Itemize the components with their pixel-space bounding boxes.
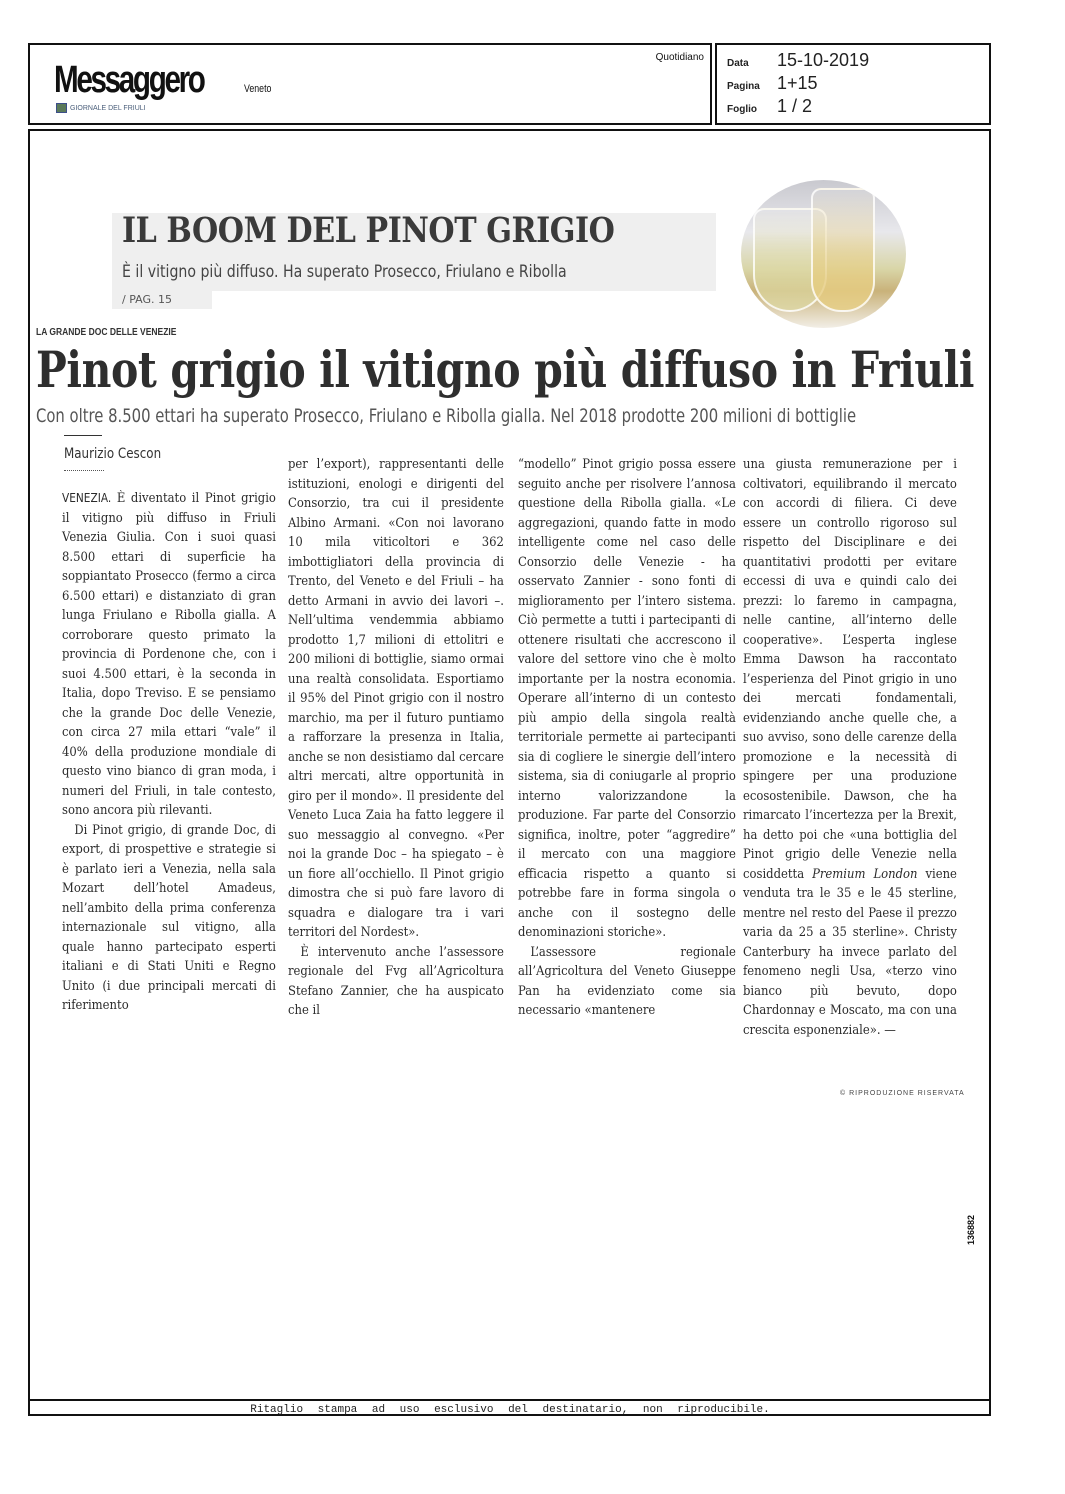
paragraph <box>62 489 276 821</box>
meta-label: Foglio <box>727 104 757 115</box>
article-column-2 <box>288 455 504 1021</box>
meta-value: 1 / 2 <box>777 96 813 116</box>
subheadline: Con oltre 8.500 ettari ha superato Prosecco, Friulano e Ribolla gialla. Nel 2018 prodotte 200 milioni di bottiglie <box>36 405 857 427</box>
tagline-text: GIORNALE DEL FRIULI <box>70 104 146 112</box>
copyright-notice: © RIPRODUZIONE RISERVATA <box>840 1090 965 1097</box>
paragraph: “modello” Pinot grigio possa essere seguito anche per risolvere l’annosa questione della Ribolla gialla. «Le aggregazioni, quando fatte in modo intelligente come nel caso delle Consorzio delle Venezie - ha osservato Zannier - sono fonti di miglioramento per l’intero sistema. Ciò permette a tutti i partecipanti di ottenere risultati che accrescono il valore del settore vino che è molto importante per la nostra economia. Operare all’interno di un contesto più ampio della singola realtà territoriale permette ai partecipanti sia di cogliere le sinergie dell’intero sistema, sia di coniugarle al proprio interno valorizzandone la produzione. Far parte del Consorzio significa, inoltre, poter “aggredire” il mercato con una maggiore efficacia rispetto a quanto si potrebbe fare in forma singola o anche con il sostegno delle denominazioni storiche». <box>518 457 736 940</box>
publication-tagline <box>56 103 146 113</box>
page-reference: / PAG. 15 <box>112 291 212 309</box>
article-column-1 <box>62 489 276 1016</box>
footer-notice: Ritaglio stampa ad uso esclusivo del destinatario, non riproducibile. <box>30 1399 990 1419</box>
byline: Maurizio Cescon <box>64 446 162 462</box>
paragraph: Di Pinot grigio, di grande Doc, di export, di prospettive e strategie si è parlato ieri a Venezia, nella sala Mozart dell’hotel Amadeus, nell’ambito della prima conferenza internazionale sul vitigno, alla quale hanno partecipato esperti italiani e di Stati Uniti e Regno Unito (i due principali mercati di riferimento <box>62 822 276 1013</box>
meta-label: Pagina <box>727 81 760 92</box>
section-label: LA GRANDE DOC DELLE VENEZIE <box>36 327 177 338</box>
paragraph-text: viene venduta tra le 35 e le 45 sterline, mentre nel resto del Paese il prezzo varia da 25 a 35 sterline». Christy Canterbury ha invece parlato del fenomeno negli Usa, «terzo vino bianco più bevuto, dopo Chardonnay e Moscato, ma con una crescita esponenziale». — <box>743 866 957 1038</box>
wine-glasses-photo <box>741 180 906 328</box>
headline: Pinot grigio il vitigno più diffuso in Friuli <box>36 340 975 399</box>
dateline: VENEZIA. <box>62 491 112 505</box>
byline-rule <box>64 435 102 436</box>
paragraph: È intervenuto anche l’assessore regionale del Fvg all’Agricoltura Stefano Zannier, che ha auspicato che il <box>288 944 504 1018</box>
italic-phrase: Premium London <box>812 866 918 882</box>
article-column-3 <box>518 455 736 1021</box>
meta-sheet <box>727 96 812 117</box>
paragraph: L’assessore regionale all’Agricoltura del Veneto Giuseppe Pan ha evidenziato come sia necessario «mantenere <box>518 944 736 1018</box>
paragraph <box>743 455 957 1040</box>
paragraph: per l’export), rappresentanti delle istituzioni, enologi e dirigenti del Consorzio, tra cui il presidente Albino Armani. «Con noi lavorano 10 mila viticoltori e 362 imbottigliatori della provincia di Trento, del Veneto e del Friuli – ha detto Armani in avvio dei lavori –. Nell’ultima vendemmia abbiamo prodotto 1,7 milioni di ettolitri e 200 milioni di bottiglie, siamo ormai una realtà consolidata. Esportiamo il 95% del Pinot grigio con il nostro marchio, ma per il futuro puntiamo a rafforzare la presenza in Italia, anche se non desistiamo dal cercare altri mercati, altre opportunità in giro per il mondo». Il presidente del Veneto Luca Zaia ha fatto leggere il suo messaggio al convegno. «Per noi la grande Doc – ha spiegato – è un fiore all’occhiello. Il Pinot grigio dimostra che si può fare lavoro di squadra e dialogare tra i vari territori del Nordest». <box>288 457 504 940</box>
meta-value: 1+15 <box>777 73 818 93</box>
frequency-label: Quotidiano <box>655 52 704 63</box>
article-column-4 <box>743 455 957 1040</box>
publication-region: Veneto <box>244 83 272 95</box>
publication-logo: Messaggero <box>54 59 204 101</box>
byline-divider <box>64 470 104 471</box>
kicker-subtitle: È il vitigno più diffuso. Ha superato Prosecco, Friulano e Ribolla <box>122 262 567 282</box>
meta-label: Data <box>727 58 749 69</box>
metadata-box <box>715 43 991 125</box>
masthead-box <box>28 43 712 125</box>
paragraph-text: una giusta remunerazione per i coltivatori, equilibrando il mercato con accordi di filiera. Ci deve essere un controllo rigoroso sul rispetto del Disciplinare e dei quantitativi prodotti per evitare eccessi di uva e quindi calo dei prezzi: lo faremo in campagna, nelle cantine, all’interno delle cooperative». L’esperta inglese Emma Dawson ha raccontato l’esperienza del Pinot grigio in uno dei mercati fondamentali, evidenziando anche quelle che, a suo avviso, sono delle carenze della promozione e la necessità di spingere per una produzione ecosostenibile. Dawson, che ha rimarcato l’incertezza per la Brexit, ha detto poi che «una bottiglia del Pinot grigio delle Venezie nella cosiddetta <box>743 457 957 882</box>
paragraph-text: È diventato il Pinot grigio il vitigno più diffuso in Friuli Venezia Giulia. Con i suoi quasi 8.500 ettari di superficie ha soppiantato Prosecco (fermo a circa 6.500 ettari) e distanziato di gran lunga Friulano e Ribolla gialla. A corroborare questo primato la provincia di Pordenone che, con i suoi 4.500 ettari, è la seconda in Italia, dopo Treviso. E se pensiamo che la grande Doc delle Venezie, con circa 27 mila ettari “vale” il 40% della produzione mondiale di questo vino bianco di gran moda, i numeri del Friuli, in tale contesto, sono ancora più rilevanti. <box>62 491 276 818</box>
crest-icon <box>56 103 67 113</box>
meta-date <box>727 50 869 71</box>
meta-page <box>727 73 818 94</box>
meta-value: 15-10-2019 <box>777 50 870 70</box>
clipping-id: 136882 <box>966 1214 976 1245</box>
wine-glass-right <box>811 188 875 312</box>
kicker-title: IL BOOM DEL PINOT GRIGIO <box>122 210 615 251</box>
